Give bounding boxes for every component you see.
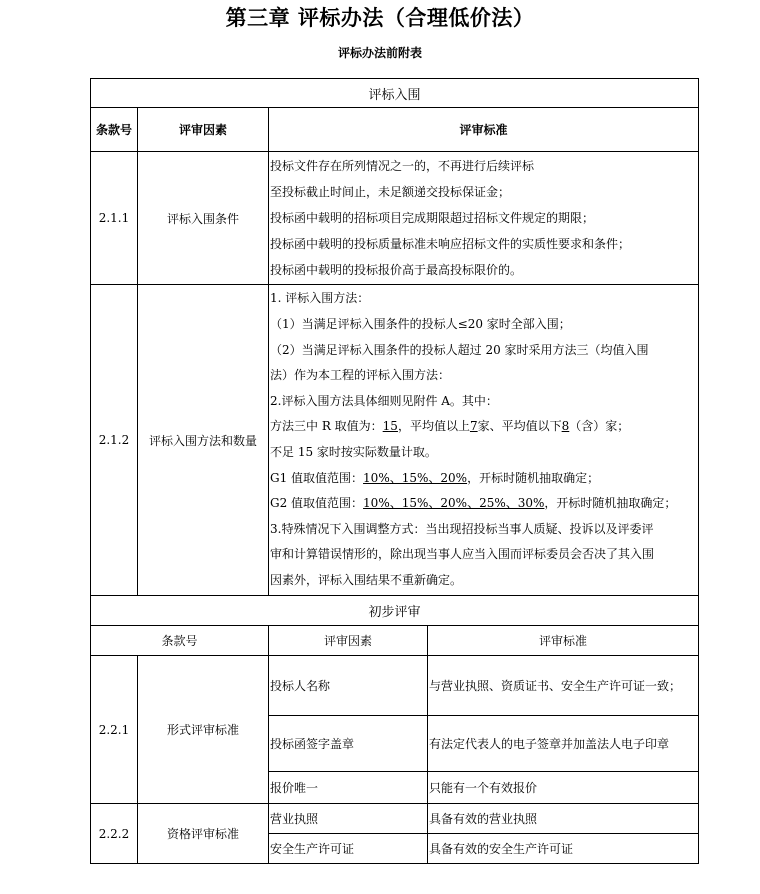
g1-range: 10%、15%、20% — [363, 470, 468, 485]
item-factor: 投标人名称 — [269, 656, 428, 716]
g2-range: 10%、15%、20%、25%、30% — [363, 496, 545, 511]
standard-line: 3.特殊情况下入围调整方式：当出现招投标当事人质疑、投诉以及评委评 — [270, 521, 654, 536]
table-row — [91, 656, 699, 716]
table-row — [91, 804, 699, 834]
col-header-standard: 评审标准 — [269, 108, 699, 152]
standard-line — [269, 491, 698, 517]
item-standard: 具备有效的安全生产许可证 — [428, 834, 699, 864]
standard-line: 投标文件存在所列情况之一的，不再进行后续评标 — [270, 159, 535, 173]
standard-line: （2）当满足评标入围条件的投标人超过 20 家时采用方法三（均值入围 — [270, 342, 649, 357]
col-header-clause: 条款号 — [91, 108, 138, 152]
section-heading: 评标入围 — [91, 79, 699, 108]
item-factor: 营业执照 — [269, 804, 428, 834]
standard-line: 投标函中载明的投标报价高于最高投标限价的。 — [270, 263, 523, 277]
evaluation-factor-group: 资格评审标准 — [138, 804, 269, 864]
standard-line: 1. 评标入围方法： — [270, 291, 370, 306]
page-subtitle: 评标办法前附表 — [337, 46, 422, 60]
item-standard: 只能有一个有效报价 — [428, 772, 699, 804]
evaluation-factor: 评标入围方法和数量 — [138, 285, 269, 596]
standard-line: 投标函中载明的投标质量标准未响应招标文件的实质性要求和条件； — [270, 237, 631, 251]
item-standard: 与营业执照、资质证书、安全生产许可证一致； — [428, 656, 699, 716]
standard-line: 不足 15 家时按实际数量计取。 — [270, 445, 437, 459]
below-count: 8 — [561, 419, 570, 434]
item-factor: 报价唯一 — [269, 772, 428, 804]
page-title: 第三章 评标办法（合理低价法） — [225, 6, 535, 30]
header-row — [91, 108, 699, 152]
item-standard: 有法定代表人的电子签章并加盖法人电子印章 — [428, 716, 699, 772]
col-header-factor: 评审因素 — [138, 108, 269, 152]
evaluation-factor: 评标入围条件 — [138, 152, 269, 285]
table-row — [91, 285, 699, 596]
item-factor: 投标函签字盖章 — [269, 716, 428, 772]
section-row-shortlist — [91, 79, 699, 108]
clause-number: 2.1.1 — [91, 152, 138, 285]
evaluation-standard — [269, 152, 699, 285]
text: 家、平均值以下 — [477, 419, 562, 434]
above-count: 7 — [469, 419, 478, 434]
item-standard: 具备有效的营业执照 — [428, 804, 699, 834]
standard-line: 法）作为本工程的评标入围方法： — [270, 368, 451, 383]
clause-number: 2.1.2 — [91, 285, 138, 596]
col-header-clause: 条款号 — [91, 626, 269, 656]
text: ，平均值以上 — [397, 419, 470, 434]
item-factor: 安全生产许可证 — [269, 834, 428, 864]
header-row — [91, 626, 699, 656]
col-header-standard: 评审标准 — [428, 626, 699, 656]
evaluation-factor-group: 形式评审标准 — [138, 656, 269, 804]
text: G1 值取值范围： — [270, 470, 364, 485]
section-row-preliminary — [91, 596, 699, 626]
standard-line: （1）当满足评标入围条件的投标人≤20 家时全部入围； — [270, 317, 571, 332]
col-header-factor: 评审因素 — [269, 626, 428, 656]
evaluation-standard — [269, 285, 699, 596]
text: G2 值取值范围： — [270, 496, 364, 511]
standard-line: 至投标截止时间止，未足额递交投标保证金； — [270, 185, 511, 199]
r-value: 15 — [382, 419, 398, 434]
text: 方法三中 R 取值为： — [270, 419, 383, 434]
clause-number: 2.2.2 — [91, 804, 138, 864]
standard-line: 2.评标入围方法具体细则见附件 A。其中： — [270, 393, 498, 408]
standard-line: 投标函中载明的招标项目完成期限超过招标文件规定的期限； — [270, 211, 595, 225]
evaluation-table — [90, 78, 699, 864]
text: ，开标时随机抽取确定； — [544, 496, 677, 511]
text: ，开标时随机抽取确定； — [467, 470, 600, 485]
clause-number: 2.2.1 — [91, 656, 138, 804]
standard-line: 因素外，评标入围结果不重新确定。 — [270, 572, 463, 587]
standard-line: 审和计算错误情形的，除出现当事人应当入围而评标委员会否决了其入围 — [270, 547, 655, 562]
table-row — [91, 152, 699, 285]
standard-line — [269, 414, 698, 440]
text: （含）家； — [569, 419, 630, 434]
standard-line — [269, 466, 698, 492]
section-heading: 初步评审 — [91, 596, 699, 626]
